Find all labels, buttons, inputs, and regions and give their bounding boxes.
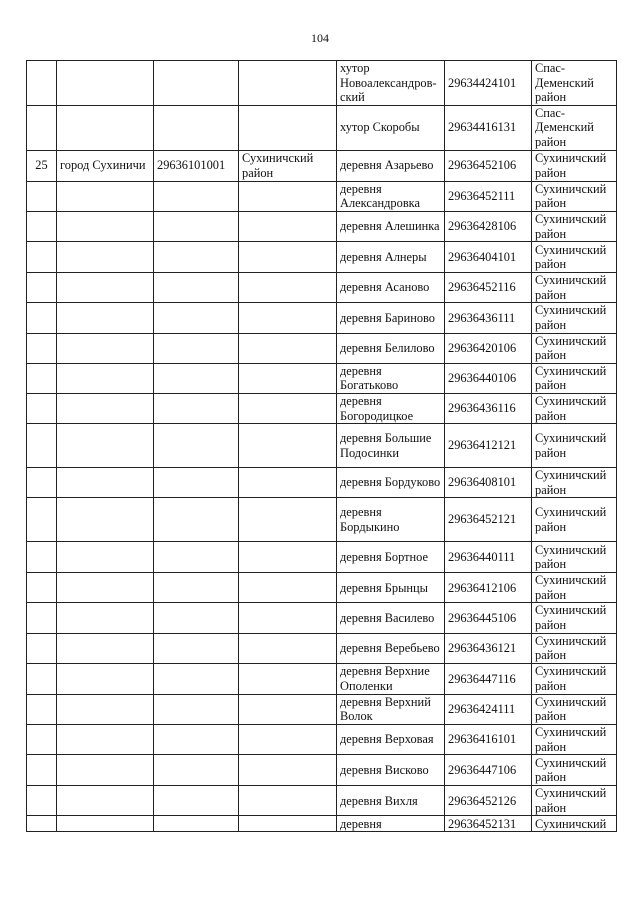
table-row xyxy=(27,273,617,303)
cell-city-code xyxy=(154,498,239,542)
cell-city-code xyxy=(154,333,239,363)
cell-oktmo-code: 29636440111 xyxy=(445,542,532,573)
cell-district: Сухиничский район xyxy=(532,573,617,603)
cell-city-district: Сухиничский район xyxy=(239,150,337,181)
cell-number xyxy=(27,333,57,363)
cell-number xyxy=(27,786,57,816)
cell-district: Сухиничский район xyxy=(532,363,617,393)
cell-oktmo-code: 29636436116 xyxy=(445,393,532,423)
cell-city-code xyxy=(154,363,239,393)
cell-oktmo-code: 29636452131 xyxy=(445,816,532,832)
cell-city-district xyxy=(239,573,337,603)
cell-district: Сухиничский район xyxy=(532,542,617,573)
cell-city-district xyxy=(239,363,337,393)
cell-city-code xyxy=(154,424,239,468)
cell-city-code: 29636101001 xyxy=(154,150,239,181)
cell-number: 25 xyxy=(27,150,57,181)
cell-city-district xyxy=(239,498,337,542)
table-row xyxy=(27,816,617,832)
cell-oktmo-code: 29636452116 xyxy=(445,273,532,303)
cell-settlement: деревня Бордуково xyxy=(337,468,445,498)
cell-settlement: хутор Скоробы xyxy=(337,105,445,150)
cell-city-district xyxy=(239,542,337,573)
cell-settlement: деревня Асаново xyxy=(337,273,445,303)
cell-oktmo-code: 29636412121 xyxy=(445,424,532,468)
cell-oktmo-code: 29636447106 xyxy=(445,755,532,786)
cell-district: Сухиничский район xyxy=(532,663,617,694)
cell-city xyxy=(57,498,154,542)
cell-city-code xyxy=(154,816,239,832)
cell-district: Сухиничский район xyxy=(532,424,617,468)
cell-city-code xyxy=(154,694,239,724)
cell-number xyxy=(27,61,57,106)
cell-district: Сухиничский район xyxy=(532,468,617,498)
cell-city: город Сухиничи xyxy=(57,150,154,181)
cell-oktmo-code: 29636416101 xyxy=(445,725,532,755)
cell-district: Сухиничский xyxy=(532,816,617,832)
cell-oktmo-code: 29636440106 xyxy=(445,363,532,393)
cell-number xyxy=(27,363,57,393)
cell-number xyxy=(27,242,57,273)
table-row xyxy=(27,105,617,150)
cell-city-district xyxy=(239,468,337,498)
cell-city-district xyxy=(239,725,337,755)
table-row xyxy=(27,363,617,393)
cell-district: Сухиничский район xyxy=(532,242,617,273)
cell-oktmo-code: 29636428106 xyxy=(445,211,532,241)
cell-settlement: деревня Белилово xyxy=(337,333,445,363)
table-row xyxy=(27,393,617,423)
cell-oktmo-code: 29636404101 xyxy=(445,242,532,273)
cell-city xyxy=(57,393,154,423)
cell-city xyxy=(57,211,154,241)
cell-city-code xyxy=(154,61,239,106)
cell-city-district xyxy=(239,242,337,273)
table-row xyxy=(27,61,617,106)
cell-city-code xyxy=(154,573,239,603)
cell-city-district xyxy=(239,603,337,633)
cell-city-district xyxy=(239,694,337,724)
cell-oktmo-code: 29636408101 xyxy=(445,468,532,498)
cell-city-district xyxy=(239,211,337,241)
cell-settlement: деревня Веребьево xyxy=(337,633,445,663)
page-number: 104 xyxy=(311,31,329,45)
cell-city xyxy=(57,273,154,303)
cell-district: Сухиничский район xyxy=(532,755,617,786)
cell-number xyxy=(27,633,57,663)
cell-city-code xyxy=(154,725,239,755)
cell-settlement: деревня Большие Подосинки xyxy=(337,424,445,468)
table-row xyxy=(27,633,617,663)
cell-city xyxy=(57,725,154,755)
cell-city xyxy=(57,303,154,333)
cell-city xyxy=(57,603,154,633)
cell-city xyxy=(57,333,154,363)
cell-district: Сухиничский район xyxy=(532,211,617,241)
cell-district: Сухиничский район xyxy=(532,303,617,333)
cell-city xyxy=(57,694,154,724)
cell-number xyxy=(27,603,57,633)
table-row xyxy=(27,242,617,273)
cell-city-code xyxy=(154,633,239,663)
cell-number xyxy=(27,303,57,333)
cell-district: Сухиничский район xyxy=(532,273,617,303)
cell-city-district xyxy=(239,755,337,786)
cell-city-district xyxy=(239,303,337,333)
table-row xyxy=(27,150,617,181)
cell-settlement: хутор Новоалександров-ский xyxy=(337,61,445,106)
cell-district: Сухиничский район xyxy=(532,633,617,663)
table-row xyxy=(27,542,617,573)
cell-oktmo-code: 29636452111 xyxy=(445,181,532,211)
cell-city-code xyxy=(154,105,239,150)
cell-district: Сухиничский район xyxy=(532,150,617,181)
cell-city xyxy=(57,755,154,786)
cell-city-code xyxy=(154,755,239,786)
cell-oktmo-code: 29636424111 xyxy=(445,694,532,724)
cell-city xyxy=(57,573,154,603)
cell-settlement: деревня Азарьево xyxy=(337,150,445,181)
cell-settlement: деревня Александровка xyxy=(337,181,445,211)
cell-city-code xyxy=(154,211,239,241)
cell-district: Сухиничский район xyxy=(532,333,617,363)
cell-district: Сухиничский район xyxy=(532,181,617,211)
table-row xyxy=(27,663,617,694)
table-row xyxy=(27,694,617,724)
cell-settlement: деревня Василево xyxy=(337,603,445,633)
cell-oktmo-code: 29634424101 xyxy=(445,61,532,106)
cell-city xyxy=(57,468,154,498)
cell-city-district xyxy=(239,393,337,423)
cell-number xyxy=(27,573,57,603)
cell-oktmo-code: 29636452126 xyxy=(445,786,532,816)
cell-oktmo-code: 29636412106 xyxy=(445,573,532,603)
cell-settlement: деревня Богородицкое xyxy=(337,393,445,423)
cell-city-code xyxy=(154,663,239,694)
cell-city-district xyxy=(239,424,337,468)
cell-number xyxy=(27,498,57,542)
cell-settlement: деревня Бортное xyxy=(337,542,445,573)
cell-district: Сухиничский район xyxy=(532,786,617,816)
cell-city xyxy=(57,786,154,816)
cell-district: Сухиничский район xyxy=(532,603,617,633)
cell-oktmo-code: 29636420106 xyxy=(445,333,532,363)
cell-city-code xyxy=(154,786,239,816)
cell-city-district xyxy=(239,816,337,832)
cell-district: Сухиничский район xyxy=(532,498,617,542)
cell-district: Сухиничский район xyxy=(532,694,617,724)
cell-city-code xyxy=(154,603,239,633)
cell-number xyxy=(27,273,57,303)
cell-oktmo-code: 29636447116 xyxy=(445,663,532,694)
cell-number xyxy=(27,211,57,241)
cell-city xyxy=(57,61,154,106)
cell-settlement: деревня xyxy=(337,816,445,832)
cell-district: Спас-Деменский район xyxy=(532,61,617,106)
cell-oktmo-code: 29636436121 xyxy=(445,633,532,663)
settlements-table xyxy=(26,60,617,832)
cell-number xyxy=(27,542,57,573)
cell-city xyxy=(57,363,154,393)
table-row xyxy=(27,755,617,786)
cell-number xyxy=(27,663,57,694)
cell-number xyxy=(27,725,57,755)
table-row xyxy=(27,498,617,542)
cell-number xyxy=(27,105,57,150)
cell-city-district xyxy=(239,786,337,816)
cell-city-district xyxy=(239,61,337,106)
cell-city-code xyxy=(154,303,239,333)
cell-number xyxy=(27,468,57,498)
cell-city-code xyxy=(154,273,239,303)
cell-settlement: деревня Верхние Ополенки xyxy=(337,663,445,694)
cell-number xyxy=(27,393,57,423)
cell-settlement: деревня Брынцы xyxy=(337,573,445,603)
cell-city-code xyxy=(154,542,239,573)
cell-city-district xyxy=(239,633,337,663)
cell-city xyxy=(57,424,154,468)
cell-city-district xyxy=(239,663,337,694)
cell-settlement: деревня Алешинка xyxy=(337,211,445,241)
cell-city-code xyxy=(154,468,239,498)
cell-oktmo-code: 29636452121 xyxy=(445,498,532,542)
cell-oktmo-code: 29636452106 xyxy=(445,150,532,181)
cell-settlement: деревня Бариново xyxy=(337,303,445,333)
cell-settlement: деревня Верховая xyxy=(337,725,445,755)
cell-city-code xyxy=(154,181,239,211)
cell-city-district xyxy=(239,181,337,211)
cell-number xyxy=(27,694,57,724)
cell-oktmo-code: 29634416131 xyxy=(445,105,532,150)
cell-city xyxy=(57,542,154,573)
table-row xyxy=(27,333,617,363)
cell-settlement: деревня Вихля xyxy=(337,786,445,816)
cell-oktmo-code: 29636445106 xyxy=(445,603,532,633)
cell-district: Сухиничский район xyxy=(532,725,617,755)
table-row xyxy=(27,181,617,211)
cell-district: Спас-Деменский район xyxy=(532,105,617,150)
cell-city-district xyxy=(239,333,337,363)
cell-city xyxy=(57,105,154,150)
cell-city xyxy=(57,242,154,273)
cell-city-code xyxy=(154,393,239,423)
cell-settlement: деревня Верхний Волок xyxy=(337,694,445,724)
table-row xyxy=(27,786,617,816)
cell-oktmo-code: 29636436111 xyxy=(445,303,532,333)
table-row xyxy=(27,573,617,603)
cell-number xyxy=(27,181,57,211)
cell-settlement: деревня Алнеры xyxy=(337,242,445,273)
cell-settlement: деревня Висково xyxy=(337,755,445,786)
cell-city xyxy=(57,181,154,211)
cell-city xyxy=(57,816,154,832)
cell-settlement: деревня Богатьково xyxy=(337,363,445,393)
cell-city xyxy=(57,663,154,694)
cell-city xyxy=(57,633,154,663)
cell-number xyxy=(27,424,57,468)
cell-number xyxy=(27,755,57,786)
cell-settlement: деревня Бордыкино xyxy=(337,498,445,542)
cell-city-district xyxy=(239,273,337,303)
table-row xyxy=(27,725,617,755)
table-row xyxy=(27,468,617,498)
table-row xyxy=(27,603,617,633)
table-row xyxy=(27,424,617,468)
cell-district: Сухиничский район xyxy=(532,393,617,423)
cell-number xyxy=(27,816,57,832)
cell-city-district xyxy=(239,105,337,150)
table-row xyxy=(27,303,617,333)
table-row xyxy=(27,211,617,241)
cell-city-code xyxy=(154,242,239,273)
